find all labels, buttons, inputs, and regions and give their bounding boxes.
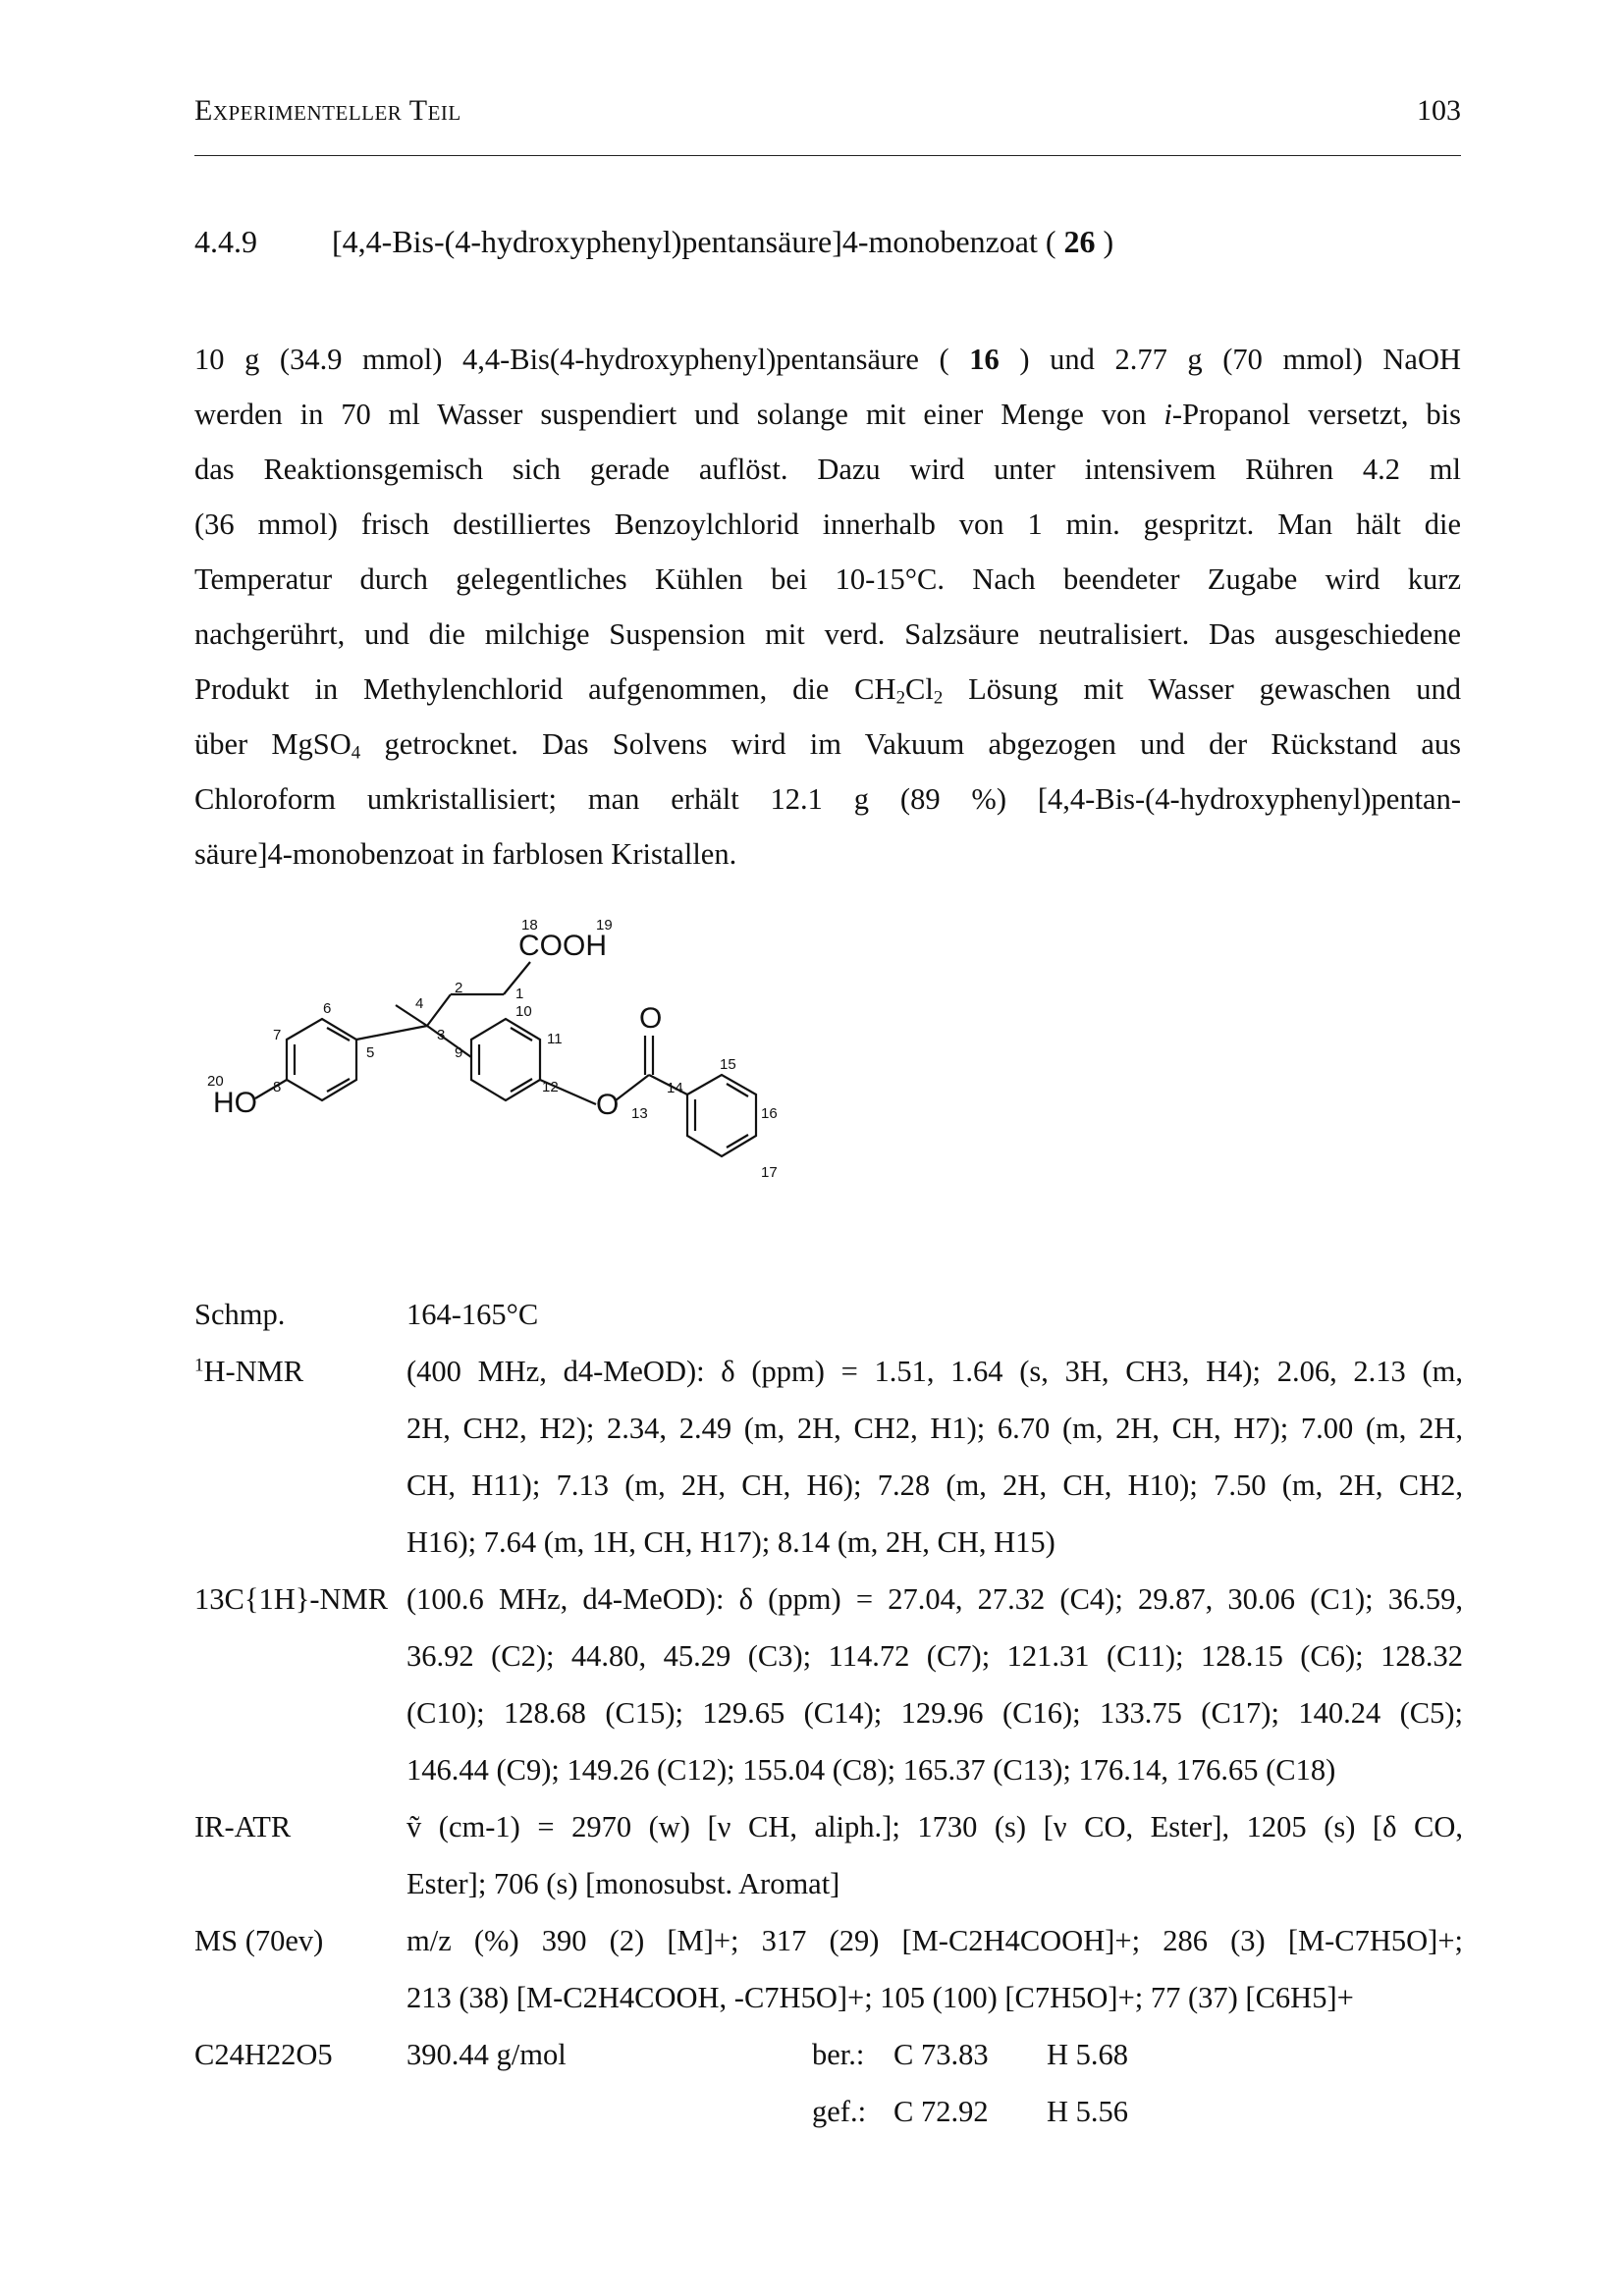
svg-text:1: 1	[515, 986, 524, 1002]
found-c: C 72.92	[893, 2095, 989, 2128]
cnmr-line: 146.44 (C9); 149.26 (C12); 155.04 (C8); 165.37 (C13); 176.14, 176.65 (C18)	[406, 1753, 1336, 1787]
mp-value: 164-165°C	[406, 1298, 539, 1331]
svg-text:17: 17	[761, 1164, 778, 1181]
ho-label: HO	[213, 1087, 257, 1119]
procedure-paragraph	[194, 332, 1461, 881]
svg-text:2: 2	[455, 980, 463, 996]
svg-text:13: 13	[631, 1105, 648, 1122]
svg-text:12: 12	[542, 1079, 559, 1095]
middle-phenyl-ring	[471, 1019, 540, 1100]
cnmr-line: (C10); 128.68 (C15); 129.65 (C14); 129.96 (C16); 133.75 (C17); 140.24 (C5);	[406, 1696, 1463, 1730]
header-title: Experimenteller Teil	[194, 94, 461, 127]
hnmr-line: (400 MHz, d4-MeOD): δ (ppm) = 1.51, 1.64 (s, 3H, CH3, H4); 2.06, 2.13 (m,	[406, 1355, 1463, 1388]
formula: C24H22O5	[194, 2038, 333, 2071]
svg-text:6: 6	[323, 1000, 332, 1017]
ms-label: MS (70ev)	[194, 1924, 324, 1957]
hnmr-line: CH, H11); 7.13 (m, 2H, CH, H6); 7.28 (m, 2H, CH, H10); 7.50 (m, 2H, CH2,	[406, 1468, 1463, 1502]
section-number: 4.4.9	[194, 224, 257, 259]
svg-text:18: 18	[521, 918, 538, 934]
hnmr-label: $^1$H-NMR	[194, 1355, 304, 1388]
paragraph-line: Temperatur durch gelegentliches Kühlen bei 10-15°C. Nach beendeter Zugabe wird kurz	[194, 562, 1461, 596]
paragraph-line: (36 mmol) frisch destilliertes Benzoylchlorid innerhalb von 1 min. gespritzt. Man hält die	[194, 507, 1461, 541]
paragraph-line: über MgSO$_4$ getrocknet. Das Solvens wird im Vakuum abgezogen und der Rückstand aus	[194, 727, 1461, 764]
cnmr-label: 13C{1H}-NMR	[194, 1582, 389, 1616]
cnmr-line: (100.6 MHz, d4-MeOD): δ (ppm) = 27.04, 27.32 (C4); 29.87, 30.06 (C1); 36.59,	[406, 1582, 1463, 1616]
benzoyl-ring	[687, 1075, 756, 1156]
svg-text:14: 14	[667, 1080, 683, 1096]
page-number: 103	[1417, 94, 1461, 127]
paragraph-line: 10 g (34.9 mmol) 4,4-Bis(4-hydroxyphenyl)pentansäure ( 16 ) und 2.77 g (70 mmol) NaOH	[194, 343, 1461, 376]
left-phenyl-ring	[287, 1019, 356, 1100]
ms-line: 213 (38) [M-C2H4COOH, -C7H5O]+; 105 (100) [C7H5O]+; 77 (37) [C6H5]+	[406, 1981, 1354, 2014]
svg-text:15: 15	[720, 1056, 736, 1073]
hnmr-line: 2H, CH2, H2); 2.34, 2.49 (m, 2H, CH2, H1); 6.70 (m, 2H, CH, H7); 7.00 (m, 2H,	[406, 1412, 1463, 1445]
ir-line: ṽ (cm-1) = 2970 (w) [ν CH, aliph.]; 1730 (s) [ν CO, Ester], 1205 (s) [δ CO,	[406, 1810, 1463, 1843]
svg-text:8: 8	[273, 1079, 282, 1095]
svg-text:10: 10	[515, 1003, 532, 1020]
carbonyl-o-label: O	[639, 1002, 663, 1035]
paragraph-line: säure]4-monobenzoat in farblosen Kristallen.	[194, 837, 737, 871]
svg-text:19: 19	[596, 918, 613, 934]
structure-diagram	[191, 918, 839, 1242]
svg-text:11: 11	[547, 1031, 563, 1047]
header-rule	[194, 155, 1461, 156]
found-h: H 5.56	[1047, 2095, 1129, 2128]
svg-text:3: 3	[437, 1027, 446, 1043]
svg-text:20: 20	[207, 1073, 224, 1090]
mp-label: Schmp.	[194, 1298, 286, 1331]
svg-text:9: 9	[455, 1044, 463, 1061]
molar-mass: 390.44 g/mol	[406, 2038, 567, 2071]
ir-label: IR-ATR	[194, 1810, 292, 1843]
svg-text:7: 7	[273, 1027, 282, 1043]
cooh-label: COOH	[518, 930, 607, 962]
paragraph-line: Chloroform umkristallisiert; man erhält 12.1 g (89 %) [4,4-Bis-(4-hydroxyphenyl)pentan-	[194, 782, 1461, 816]
calc-label: ber.:	[812, 2038, 865, 2071]
cnmr-line: 36.92 (C2); 44.80, 45.29 (C3); 114.72 (C7); 121.31 (C11); 128.15 (C6); 128.32	[406, 1639, 1463, 1673]
paragraph-line: werden in 70 ml Wasser suspendiert und solange mit einer Menge von i-Propanol versetzt, bis	[194, 398, 1461, 431]
ester-o-label: O	[596, 1089, 620, 1121]
found-label: gef.:	[812, 2095, 867, 2128]
ir-line: Ester]; 706 (s) [monosubst. Aromat]	[406, 1867, 840, 1900]
hnmr-line: H16); 7.64 (m, 1H, CH, H17); 8.14 (m, 2H, CH, H15)	[406, 1525, 1055, 1559]
svg-text:16: 16	[761, 1105, 778, 1122]
calc-h: H 5.68	[1047, 2038, 1129, 2071]
paragraph-line: Produkt in Methylenchlorid aufgenommen, die $CH_2Cl_2$ Lösung mit Wasser gewaschen und	[194, 672, 1461, 709]
calc-c: C 73.83	[893, 2038, 989, 2071]
paragraph-line: das Reaktionsgemisch sich gerade auflöst. Dazu wird unter intensivem Rühren 4.2 ml	[194, 453, 1461, 486]
ms-line: m/z (%) 390 (2) [M]+; 317 (29) [M-C2H4COOH]+; 286 (3) [M-C7H5O]+;	[406, 1924, 1463, 1957]
structure-bonds	[255, 962, 756, 1156]
running-header	[194, 94, 1461, 133]
svg-text:4: 4	[415, 995, 424, 1012]
svg-text:5: 5	[366, 1044, 375, 1061]
compound-number: 26	[1063, 224, 1096, 259]
paragraph-line: nachgerührt, und die milchige Suspension mit verd. Salzsäure neutralisiert. Das ausgeschiedene	[194, 617, 1461, 651]
section-title: [4,4-Bis-(4-hydroxyphenyl)pentansäure]4-monobenzoat ( 26 )	[332, 224, 1114, 259]
